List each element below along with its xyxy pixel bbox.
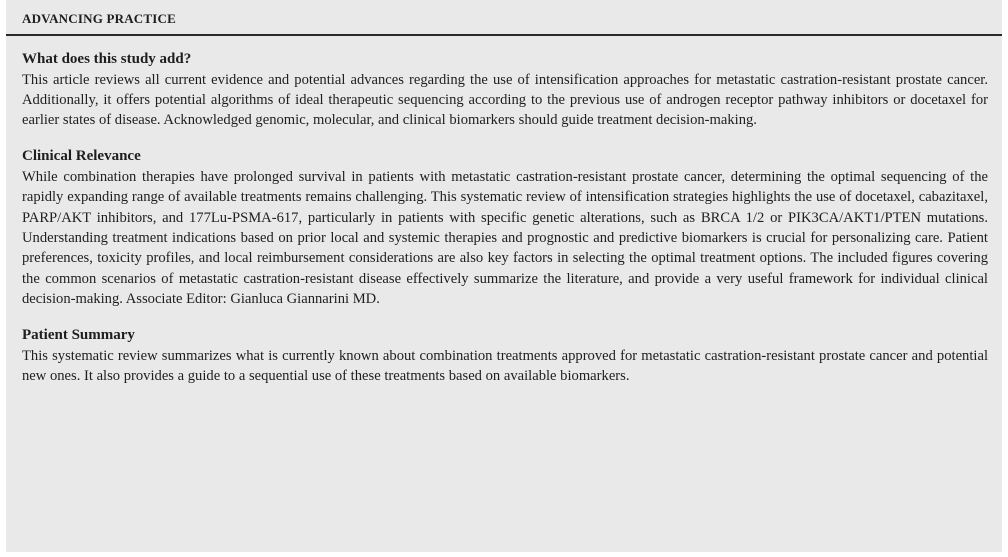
- section-study-add: [22, 50, 988, 131]
- header-divider: [6, 34, 1002, 36]
- section-heading: Clinical Relevance: [22, 147, 141, 164]
- section-body: This systematic review summarizes what is currently known about combination treatments approved for metastatic castration-resistant prostate cancer and potential new ones. It also provides a guide to a sequential use of these treatments based on available biomarkers.: [22, 347, 988, 384]
- section-clinical-relevance: [22, 147, 988, 310]
- section-heading: What does this study add?: [22, 50, 192, 67]
- section-body: While combination therapies have prolonged survival in patients with metastatic castration-resistant prostate cancer, determining the optimal sequencing of the rapidly expanding range of available treatments remains challenging. This systematic review of intensification strategies highlights the use of docetaxel, cabazitaxel, PARP/AKT inhibitors, and 177Lu-PSMA-617, particularly in patients with specific genetic alterations, such as BRCA 1/2 or PIK3CA/AKT1/PTEN mutations. Understanding treatment indications based on prior local and systemic therapies and prognostic and predictive biomarkers is crucial for personalizing care. Patient preferences, toxicity profiles, and local reimbursement considerations are also key factors in selecting the optimal treatment options. The included figures covering the common scenarios of metastatic castration-resistant disease effectively summarize the literature, and provide a very useful framework for individual clinical decision-making. Associate Editor: Gianluca Giannarini MD.: [22, 168, 988, 308]
- advancing-practice-box: [6, 0, 1002, 552]
- section-patient-summary: [22, 326, 988, 387]
- box-header: ADVANCING PRACTICE: [22, 11, 176, 26]
- section-body: This article reviews all current evidence and potential advances regarding the use of intensification approaches for metastatic castration-resistant prostate cancer. Additionally, it offers potential algorithms of ideal therapeutic sequencing according to the previous use of androgen receptor pathway inhibitors or docetaxel for earlier states of disease. Acknowledged genomic, molecular, and clinical biomarkers should guide treatment decision-making.: [22, 71, 988, 129]
- section-heading: Patient Summary: [22, 326, 135, 343]
